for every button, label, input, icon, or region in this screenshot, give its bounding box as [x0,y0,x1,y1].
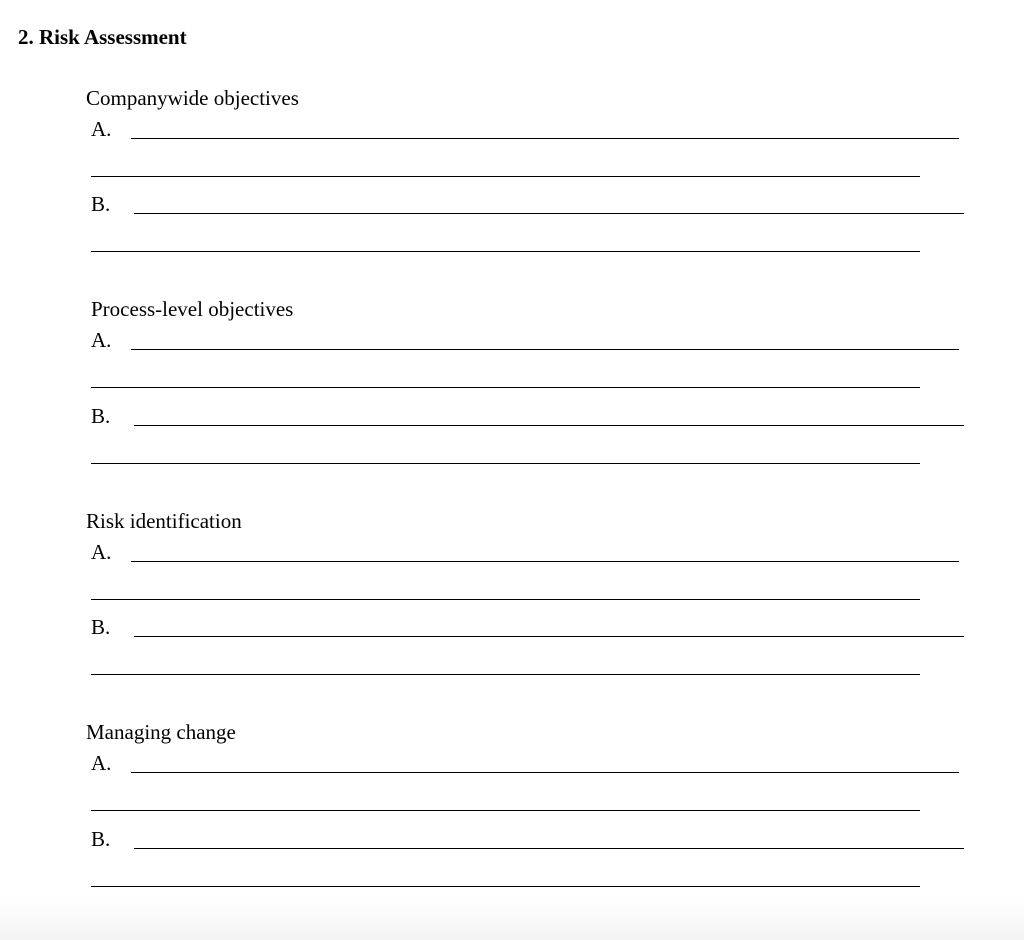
answer-line-a-1[interactable] [131,561,959,562]
item-label-b: B. [91,404,111,428]
section-title: Companywide objectives [86,86,299,110]
answer-line-a-1[interactable] [131,138,959,139]
answer-line-b-2[interactable] [91,251,920,252]
answer-line-a-2[interactable] [91,176,920,177]
item-label-b: B. [91,192,111,216]
answer-line-a-2[interactable] [91,599,920,600]
answer-line-b-1[interactable] [134,636,964,637]
answer-line-b-2[interactable] [91,463,920,464]
answer-line-a-1[interactable] [131,349,959,350]
section-title: Risk identification [86,509,242,533]
page-bottom-shadow [0,900,1024,940]
item-label-a: A. [91,117,112,141]
answer-line-a-2[interactable] [91,387,920,388]
item-label-b: B. [91,615,111,639]
answer-line-b-2[interactable] [91,886,920,887]
answer-line-a-2[interactable] [91,810,920,811]
answer-line-a-1[interactable] [131,772,959,773]
item-label-b: B. [91,827,111,851]
page-title: 2. Risk Assessment [18,25,187,49]
item-label-a: A. [91,328,112,352]
answer-line-b-2[interactable] [91,674,920,675]
answer-line-b-1[interactable] [134,848,964,849]
section-title: Process-level objectives [91,297,294,321]
item-label-a: A. [91,540,112,564]
answer-line-b-1[interactable] [134,425,964,426]
section-title: Managing change [86,720,236,744]
item-label-a: A. [91,751,112,775]
answer-line-b-1[interactable] [134,213,964,214]
